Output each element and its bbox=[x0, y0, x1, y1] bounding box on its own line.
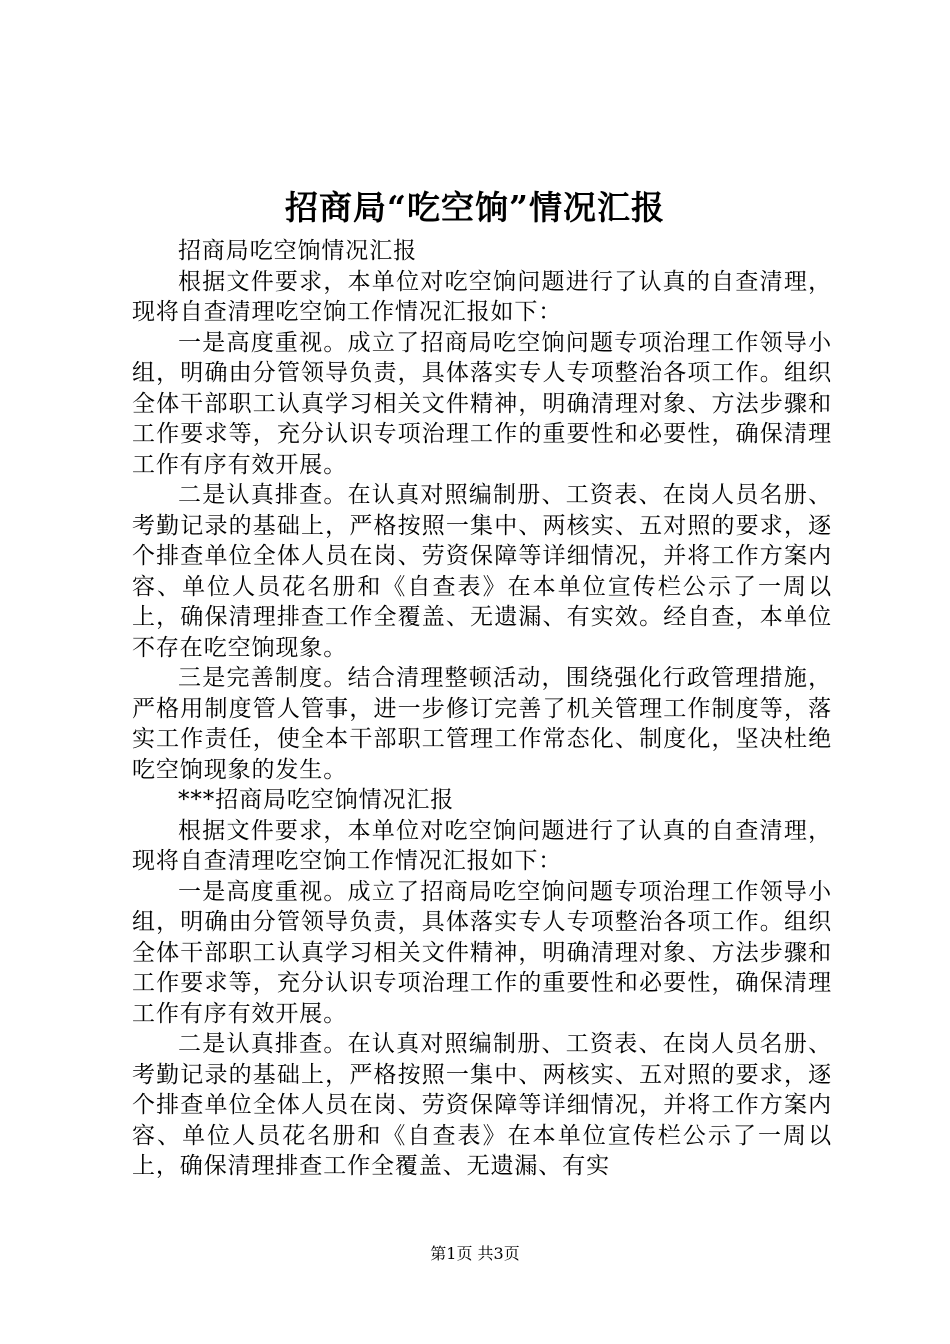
paragraph-point-two: 二是认真排查。在认真对照编制册、工资表、在岗人员名册、考勤记录的基础上，严格按照一集中、两核实、五对照的要求，逐个排查单位全体人员在岗、劳资保障等详细情况，并将工作方案内容、单位人员花名册和《自查表》在本单位宣传栏公示了一周以上，确保清理排查工作全覆盖、无遗漏、有实效。经自查，本单位不存在吃空饷现象。 bbox=[132, 482, 832, 661]
paragraph-second-point-one: 一是高度重视。成立了招商局吃空饷问题专项治理工作领导小组，明确由分管领导负责，具体落实专人专项整治各项工作。组织全体干部职工认真学习相关文件精神，明确清理对象、方法步骤和工作要求等，充分认识专项治理工作的重要性和必要性，确保清理工作有序有效开展。 bbox=[132, 878, 832, 1027]
paragraph-point-three: 三是完善制度。结合清理整顿活动，围绕强化行政管理措施，严格用制度管人管事，进一步修订完善了机关管理工作制度等，落实工作责任，使全本干部职工管理工作常态化、制度化，坚决杜绝吃空饷现象的发生。 bbox=[132, 665, 832, 783]
paragraph-subtitle: 招商局吃空饷情况汇报 bbox=[178, 238, 417, 264]
paragraph-second-intro: 根据文件要求，本单位对吃空饷问题进行了认真的自查清理，现将自查清理吃空饷工作情况汇报如下： bbox=[132, 817, 832, 874]
paragraph-second-point-two: 二是认真排查。在认真对照编制册、工资表、在岗人员名册、考勤记录的基础上，严格按照一集中、两核实、五对照的要求，逐个排查单位全体人员在岗、劳资保障等详细情况，并将工作方案内容、单位人员花名册和《自查表》在本单位宣传栏公示了一周以上，确保清理排查工作全覆盖、无遗漏、有实 bbox=[132, 1031, 832, 1179]
paragraph-second-subtitle: ***招商局吃空饷情况汇报 bbox=[178, 787, 455, 813]
paragraph-point-one: 一是高度重视。成立了招商局吃空饷问题专项治理工作领导小组，明确由分管领导负责，具体落实专人专项整治各项工作。组织全体干部职工认真学习相关文件精神，明确清理对象、方法步骤和工作要求等，充分认识专项治理工作的重要性和必要性，确保清理工作有序有效开展。 bbox=[132, 329, 832, 478]
paragraph-intro: 根据文件要求，本单位对吃空饷问题进行了认真的自查清理，现将自查清理吃空饷工作情况汇报如下： bbox=[132, 268, 832, 325]
page-footer: 第1页 共3页 bbox=[430, 1244, 520, 1263]
document-title: 招商局“吃空饷”情况汇报 bbox=[285, 188, 665, 227]
document-body bbox=[132, 236, 832, 1182]
